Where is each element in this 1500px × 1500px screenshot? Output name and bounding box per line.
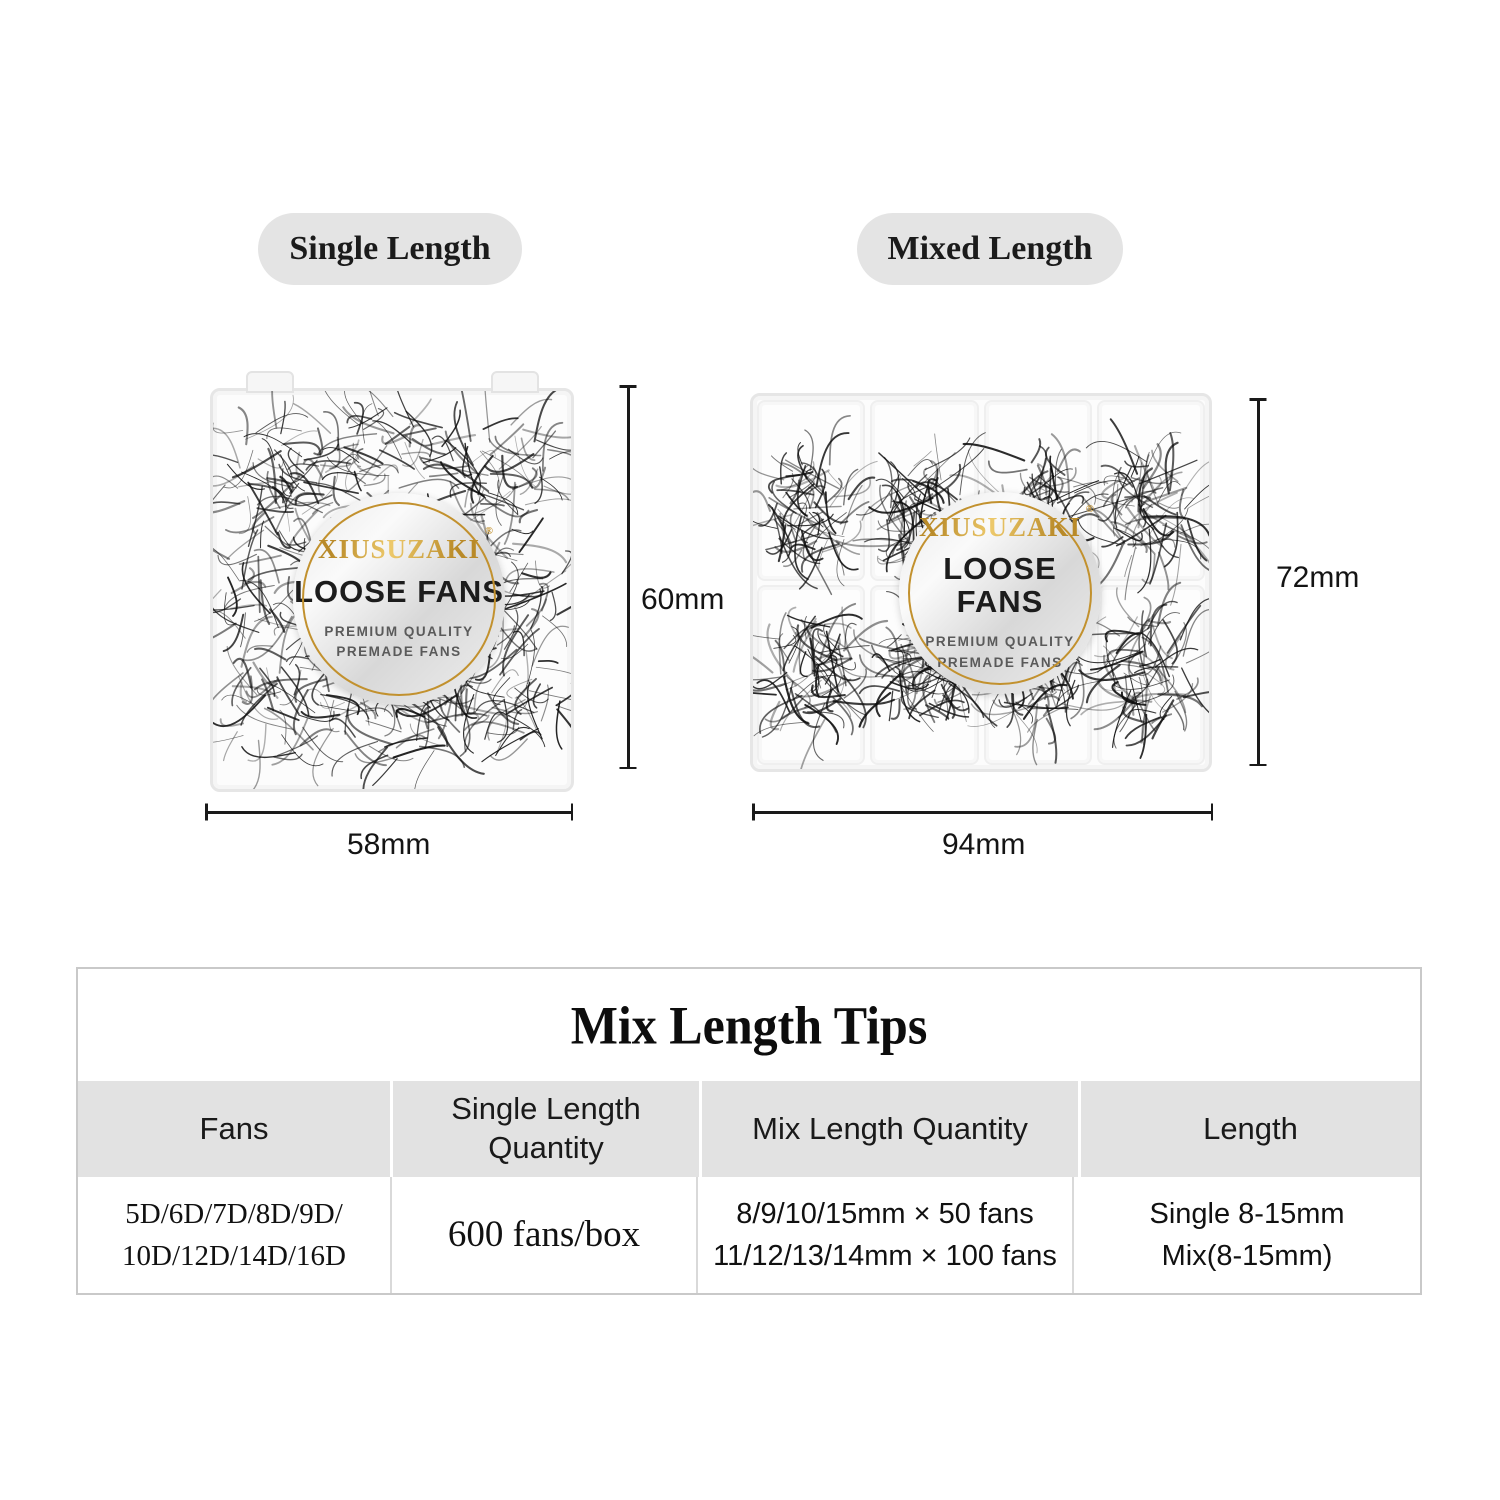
dimension-line-horizontal [205, 811, 573, 814]
box-hinge-icon [491, 371, 539, 393]
brand-name: XIUSUZAKI ® [918, 503, 1096, 543]
header-cell-single-length-quantity: Single Length Quantity [393, 1081, 699, 1177]
badge-mixed-length [857, 213, 1123, 285]
brand-product-name: LOOSE FANS [943, 551, 1057, 619]
header-cell-length: Length [1081, 1081, 1420, 1177]
badge-single-length-label: Single Length [289, 230, 491, 267]
cell-fans: 5D/6D/7D/8D/9D/ 10D/12D/14D/16D [122, 1197, 346, 1272]
brand-label-sticker [293, 493, 505, 705]
brand-tagline: PREMIUM QUALITY PREMADE FANS [925, 634, 1075, 670]
table-data-row [78, 1177, 1420, 1293]
table-title-row [78, 969, 1420, 1081]
brand-tagline: PREMIUM QUALITY PREMADE FANS [324, 624, 474, 660]
dimension-line-vertical [1257, 398, 1260, 766]
dimension-line-vertical [627, 385, 630, 769]
brand-label-sticker [899, 492, 1101, 694]
registered-trademark-icon: ® [484, 525, 495, 538]
brand-product-name: LOOSE FANS [294, 573, 504, 609]
cell-single-quantity: 600 fans/box [390, 1177, 696, 1293]
mixed-length-box-photo [750, 393, 1212, 772]
dimension-label-single-width: 58mm [347, 828, 431, 861]
badge-mixed-length-label: Mixed Length [887, 230, 1093, 267]
registered-trademark-icon: ® [1085, 503, 1096, 516]
table-title: Mix Length Tips [570, 994, 928, 1056]
dimension-label-single-height: 60mm [641, 583, 725, 616]
table-header-row [78, 1081, 1420, 1177]
cell-length: Single 8-15mm Mix(8-15mm) [1072, 1177, 1420, 1293]
dimension-label-mixed-width: 94mm [942, 828, 1026, 861]
cell-mix-quantity: 8/9/10/15mm × 50 fans 11/12/13/14mm × 100 fans [696, 1177, 1072, 1293]
single-length-box-photo [210, 388, 574, 792]
box-hinge-icon [246, 371, 294, 393]
dimension-label-mixed-height: 72mm [1276, 561, 1360, 594]
brand-name: XIUSUZAKI ® [317, 525, 495, 565]
header-cell-mix-length-quantity: Mix Length Quantity [702, 1081, 1078, 1177]
badge-single-length [258, 213, 522, 285]
dimension-line-horizontal [752, 811, 1213, 814]
mix-length-tips-table [76, 967, 1422, 1295]
header-cell-fans: Fans [78, 1081, 390, 1177]
